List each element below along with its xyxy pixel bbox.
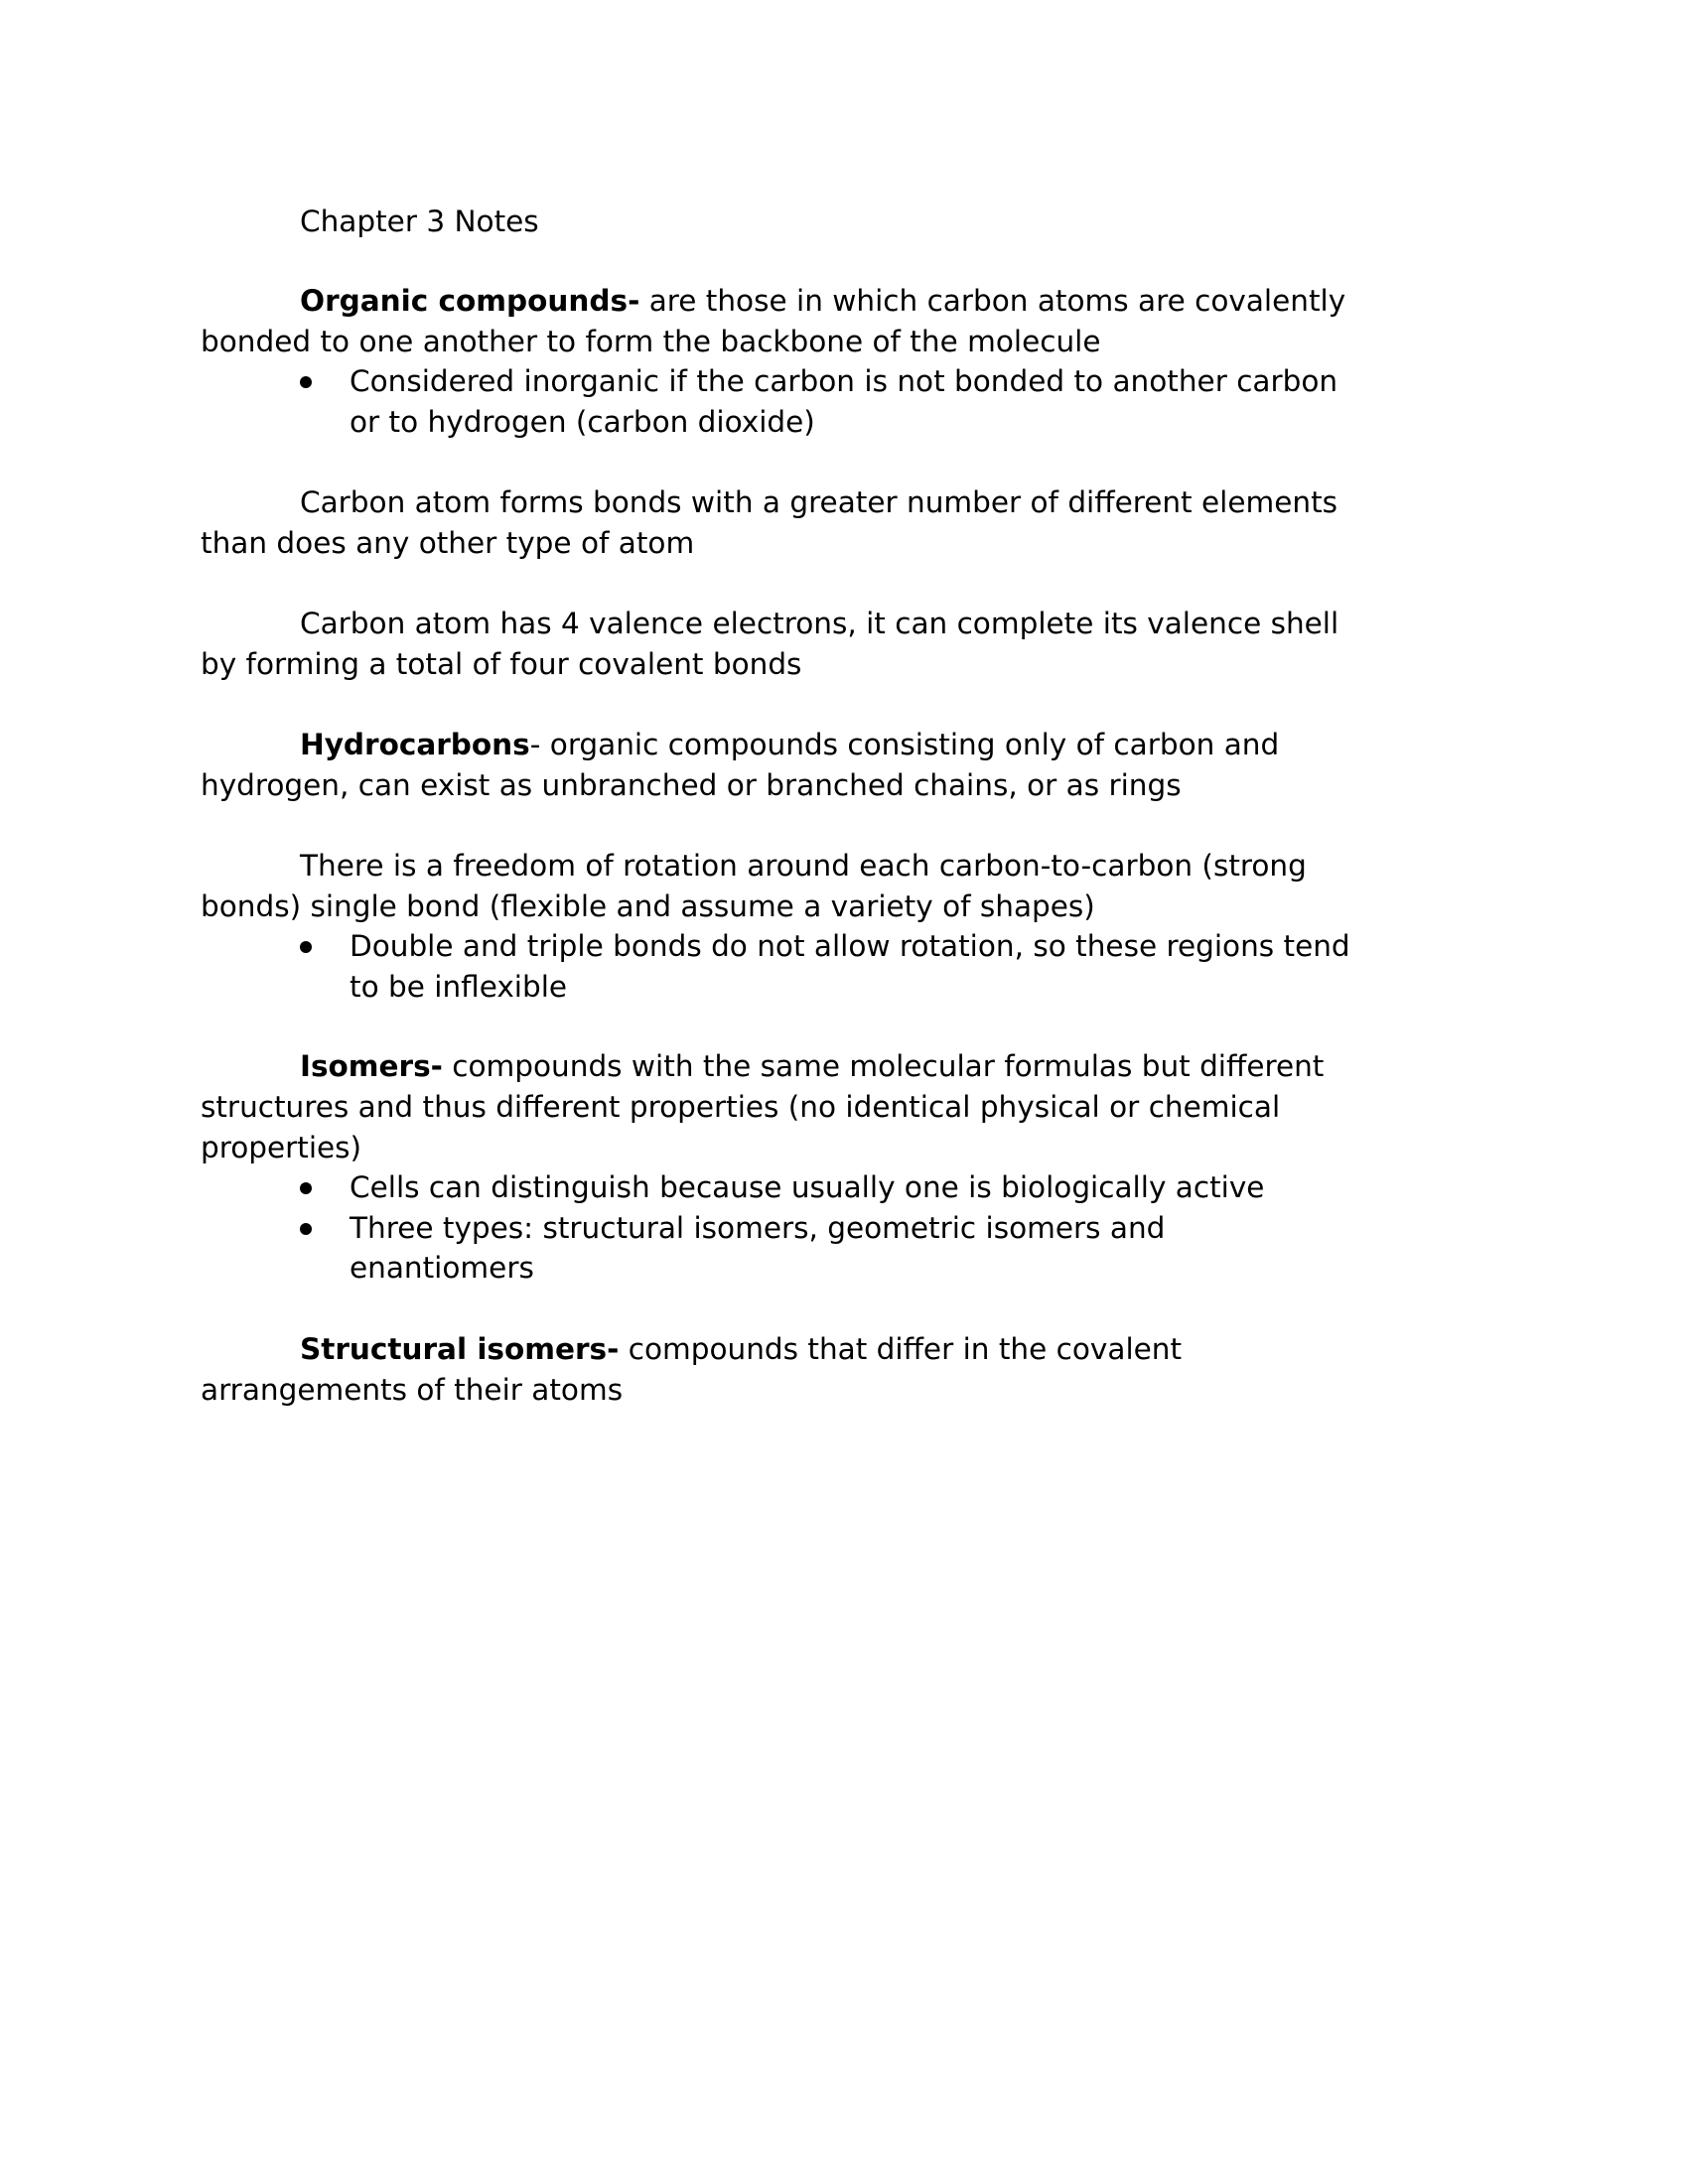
- paragraph-carbon-valence-line-2: by forming a total of four covalent bonds: [201, 647, 802, 681]
- bullet-item-inorganic-line-1: Considered inorganic if the carbon is not bonded to another carbon: [350, 364, 1338, 398]
- term-isomers: Isomers-: [300, 1049, 443, 1083]
- paragraph-isomers-line-1: Isomers- compounds with the same molecular formulas but different: [300, 1049, 1325, 1083]
- paragraph-hydrocarbons-line-2: hydrogen, can exist as unbranched or branched chains, or as rings: [201, 768, 1182, 802]
- paragraph-organic-compounds-line-1: Organic compounds- are those in which carbon atoms are covalently: [300, 284, 1346, 318]
- paragraph-carbon-bonds-line-1: Carbon atom forms bonds with a greater number of different elements: [300, 485, 1338, 519]
- bullet-item-double-triple-line-1: Double and triple bonds do not allow rotation, so these regions tend: [350, 929, 1350, 963]
- paragraph-isomers-line-3: properties): [201, 1131, 362, 1164]
- bullet-item-inorganic-line-2: or to hydrogen (carbon dioxide): [350, 405, 815, 439]
- term-organic-compounds: Organic compounds-: [300, 284, 640, 318]
- paragraph-hydrocarbons-line-1: Hydrocarbons- organic compounds consisting only of carbon and: [300, 728, 1280, 761]
- paragraph-carbon-valence-line-1: Carbon atom has 4 valence electrons, it can complete its valence shell: [300, 607, 1339, 640]
- bullet-icon: [300, 941, 312, 953]
- bullet-icon: [300, 1182, 312, 1194]
- paragraph-structural-isomers-line-2: arrangements of their atoms: [201, 1373, 624, 1407]
- paragraph-rotation-line-1: There is a freedom of rotation around each carbon-to-carbon (strong: [300, 849, 1307, 883]
- paragraph-isomers-line-2: structures and thus different properties (no identical physical or chemical: [201, 1090, 1281, 1124]
- paragraph-structural-isomers-line-1: Structural isomers- compounds that differ in the covalent: [300, 1332, 1183, 1366]
- bullet-item-three-types-line-1: Three types: structural isomers, geometric isomers and: [350, 1211, 1166, 1245]
- paragraph-organic-compounds-line-2: bonded to one another to form the backbone of the molecule: [201, 325, 1101, 358]
- term-structural-isomers: Structural isomers-: [300, 1332, 620, 1366]
- bullet-icon: [300, 1223, 312, 1235]
- bullet-item-cells-distinguish: Cells can distinguish because usually one is biologically active: [350, 1170, 1265, 1204]
- bullet-icon: [300, 376, 312, 388]
- paragraph-rotation-line-2: bonds) single bond (flexible and assume a variety of shapes): [201, 889, 1095, 923]
- bullet-item-three-types-line-2: enantiomers: [350, 1251, 534, 1285]
- bullet-item-double-triple-line-2: to be inflexible: [350, 970, 568, 1004]
- page-title: Chapter 3 Notes: [300, 205, 539, 238]
- paragraph-carbon-bonds-line-2: than does any other type of atom: [201, 526, 695, 560]
- term-hydrocarbons: Hydrocarbons: [300, 728, 530, 761]
